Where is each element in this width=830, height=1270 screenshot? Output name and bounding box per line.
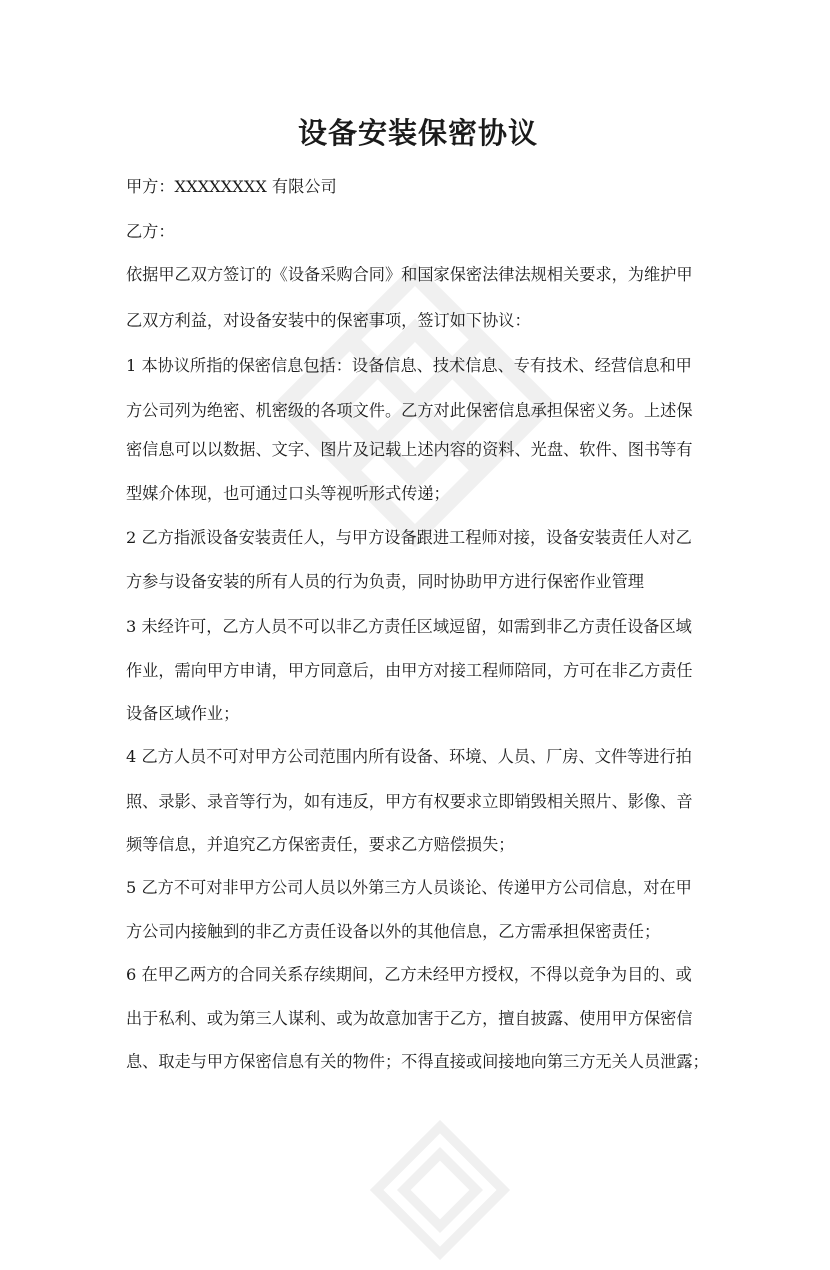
clause-line: 型媒介体现，也可通过口头等视听形式传递； <box>126 484 450 503</box>
clause-line: 5 乙方不可对非甲方公司人员以外第三方人员谈论、传递甲方公司信息，对在甲 <box>126 878 692 897</box>
clause-line: 方公司内接触到的非乙方责任设备以外的其他信息，乙方需承担保密责任； <box>126 922 661 941</box>
preamble-line: 乙双方利益，对设备安装中的保密事项，签订如下协议： <box>126 311 531 330</box>
clause-line: 作业，需向甲方申请，甲方同意后，由甲方对接工程师陪同，方可在非乙方责任 <box>126 661 693 680</box>
clause-line: 方参与设备安装的所有人员的行为负责，同时协助甲方进行保密作业管理 <box>126 572 644 591</box>
clause-line: 方公司列为绝密、机密级的各项文件。乙方对此保密信息承担保密义务。上述保 <box>126 401 693 420</box>
clause-line: 3 未经许可，乙方人员不可以非乙方责任区域逗留，如需到非乙方责任设备区域 <box>126 617 692 636</box>
preamble-line: 依据甲乙双方签订的《设备采购合同》和国家保密法律法规相关要求，为维护甲 <box>126 265 693 284</box>
clause-line: 照、录影、录音等行为，如有违反，甲方有权要求立即销毁相关照片、影像、音 <box>126 792 693 811</box>
clause-line: 密信息可以以数据、文字、图片及记载上述内容的资料、光盘、软件、图书等有 <box>126 440 693 459</box>
clause-line: 频等信息，并追究乙方保密责任，要求乙方赔偿损失； <box>126 835 515 854</box>
clause-line: 出于私利、或为第三人谋利、或为故意加害于乙方，擅自披露、使用甲方保密信 <box>126 1009 693 1028</box>
clause-line: 4 乙方人员不可对甲方公司范围内所有设备、环境、人员、厂房、文件等进行拍 <box>126 747 692 766</box>
clause-line: 设备区域作业； <box>126 704 240 723</box>
document-title: 设备安装保密协议 <box>297 116 538 150</box>
party-a-line: 甲方：XXXXXXXX 有限公司 <box>126 177 337 196</box>
clause-line: 1 本协议所指的保密信息包括：设备信息、技术信息、专有技术、经营信息和甲 <box>126 356 692 375</box>
clause-line: 6 在甲乙两方的合同关系存续期间，乙方未经甲方授权，不得以竞争为目的、或 <box>126 965 692 984</box>
clause-line: 2 乙方指派设备安装责任人，与甲方设备跟进工程师对接，设备安装责任人对乙 <box>126 528 692 547</box>
party-b-line: 乙方： <box>126 222 175 241</box>
clause-line: 息、取走与甲方保密信息有关的物件；不得直接或间接地向第三方无关人员泄露； <box>126 1052 709 1071</box>
watermark-logo-icon <box>360 1110 520 1270</box>
